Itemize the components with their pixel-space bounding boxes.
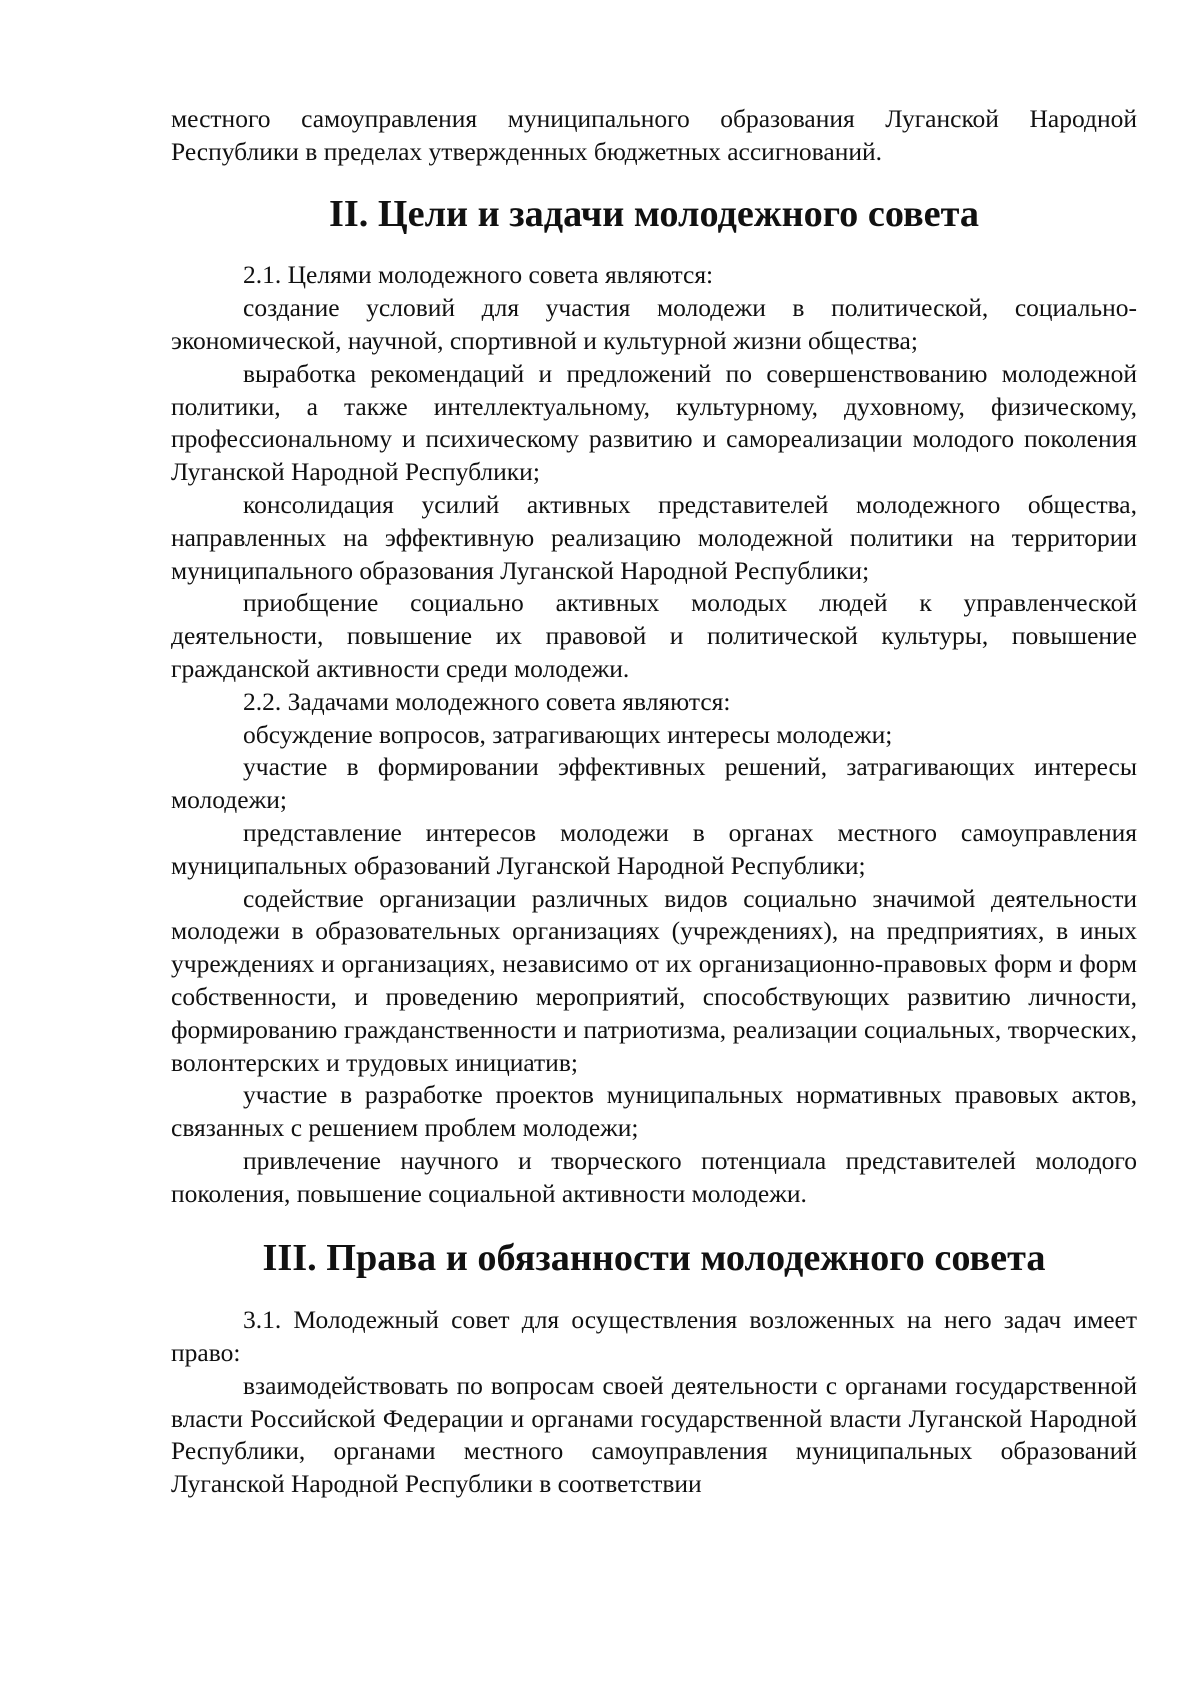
section-3-heading: III. Права и обязанности молодежного совета xyxy=(262,1236,1046,1279)
section-2-heading: II. Цели и задачи молодежного совета xyxy=(328,192,980,235)
section-3-paragraph: 3.1. Молодежный совет для осуществления возложенных на него задач имеет право: xyxy=(171,1305,1137,1368)
section-2-body xyxy=(171,259,1137,1210)
section-3-body xyxy=(171,1304,1137,1501)
section-2-paragraph: представление интересов молодежи в органах местного самоуправления муниципальных образований Луганской Народной Республики; xyxy=(171,817,1137,880)
section-2-paragraph: приобщение социально активных молодых людей к управленческой деятельности, повышение их правовой и политической культуры, повышение гражданской активности среди молодежи. xyxy=(171,588,1137,683)
section-2-paragraph: участие в формировании эффективных решений, затрагивающих интересы молодежи; xyxy=(171,752,1137,815)
intro-continuation-paragraph: местного самоуправления муниципального образования Луганской Народной Республики в пределах утвержденных бюджетных ассигнований. xyxy=(171,104,1137,166)
section-2-paragraph: привлечение научного и творческого потенциала представителей молодого поколения, повышение социальной активности молодежи. xyxy=(171,1145,1137,1208)
section-2-paragraph: создание условий для участия молодежи в политической, социально-экономической, научной, спортивной и культурной жизни общества; xyxy=(171,293,1137,355)
section-2-paragraph: выработка рекомендаций и предложений по совершенствованию молодежной политики, а также интеллектуальному, культурному, духовному, физическому, профессиональному и психическому развитию и самореализации молодого поколения Луганской Народной Республики; xyxy=(171,358,1137,487)
section-2-paragraph: 2.1. Целями молодежного совета являются: xyxy=(243,260,714,290)
section-2-paragraph: участие в разработке проектов муниципальных нормативных правовых актов, связанных с решением проблем молодежи; xyxy=(171,1080,1137,1143)
section-2-paragraph: содействие организации различных видов социально значимой деятельности молодежи в образовательных организациях (учреждениях), на предприятиях, в иных учреждениях и организациях, независимо от их организационно-правовых форм и форм собственности, и проведению мероприятий, способствующих развитию личности, формированию гражданственности и патриотизма, реализации социальных, творческих, волонтерских и трудовых инициатив; xyxy=(171,883,1137,1077)
document-page xyxy=(171,103,1137,1501)
section-2-paragraph: обсуждение вопросов, затрагивающих интересы молодежи; xyxy=(243,719,893,749)
section-3-paragraph: взаимодействовать по вопросам своей деятельности с органами государственной власти Российской Федерации и органами государственной власти Луганской Народной Республики, органами местного самоуправления муниципальных образований Луганской Народной Республики в соответствии xyxy=(171,1370,1137,1499)
section-2-paragraph: 2.2. Задачами молодежного совета являются: xyxy=(243,686,731,716)
section-2-paragraph: консолидация усилий активных представителей молодежного общества, направленных на эффективную реализацию молодежной политики на территории муниципального образования Луганской Народной Республики; xyxy=(171,489,1137,585)
